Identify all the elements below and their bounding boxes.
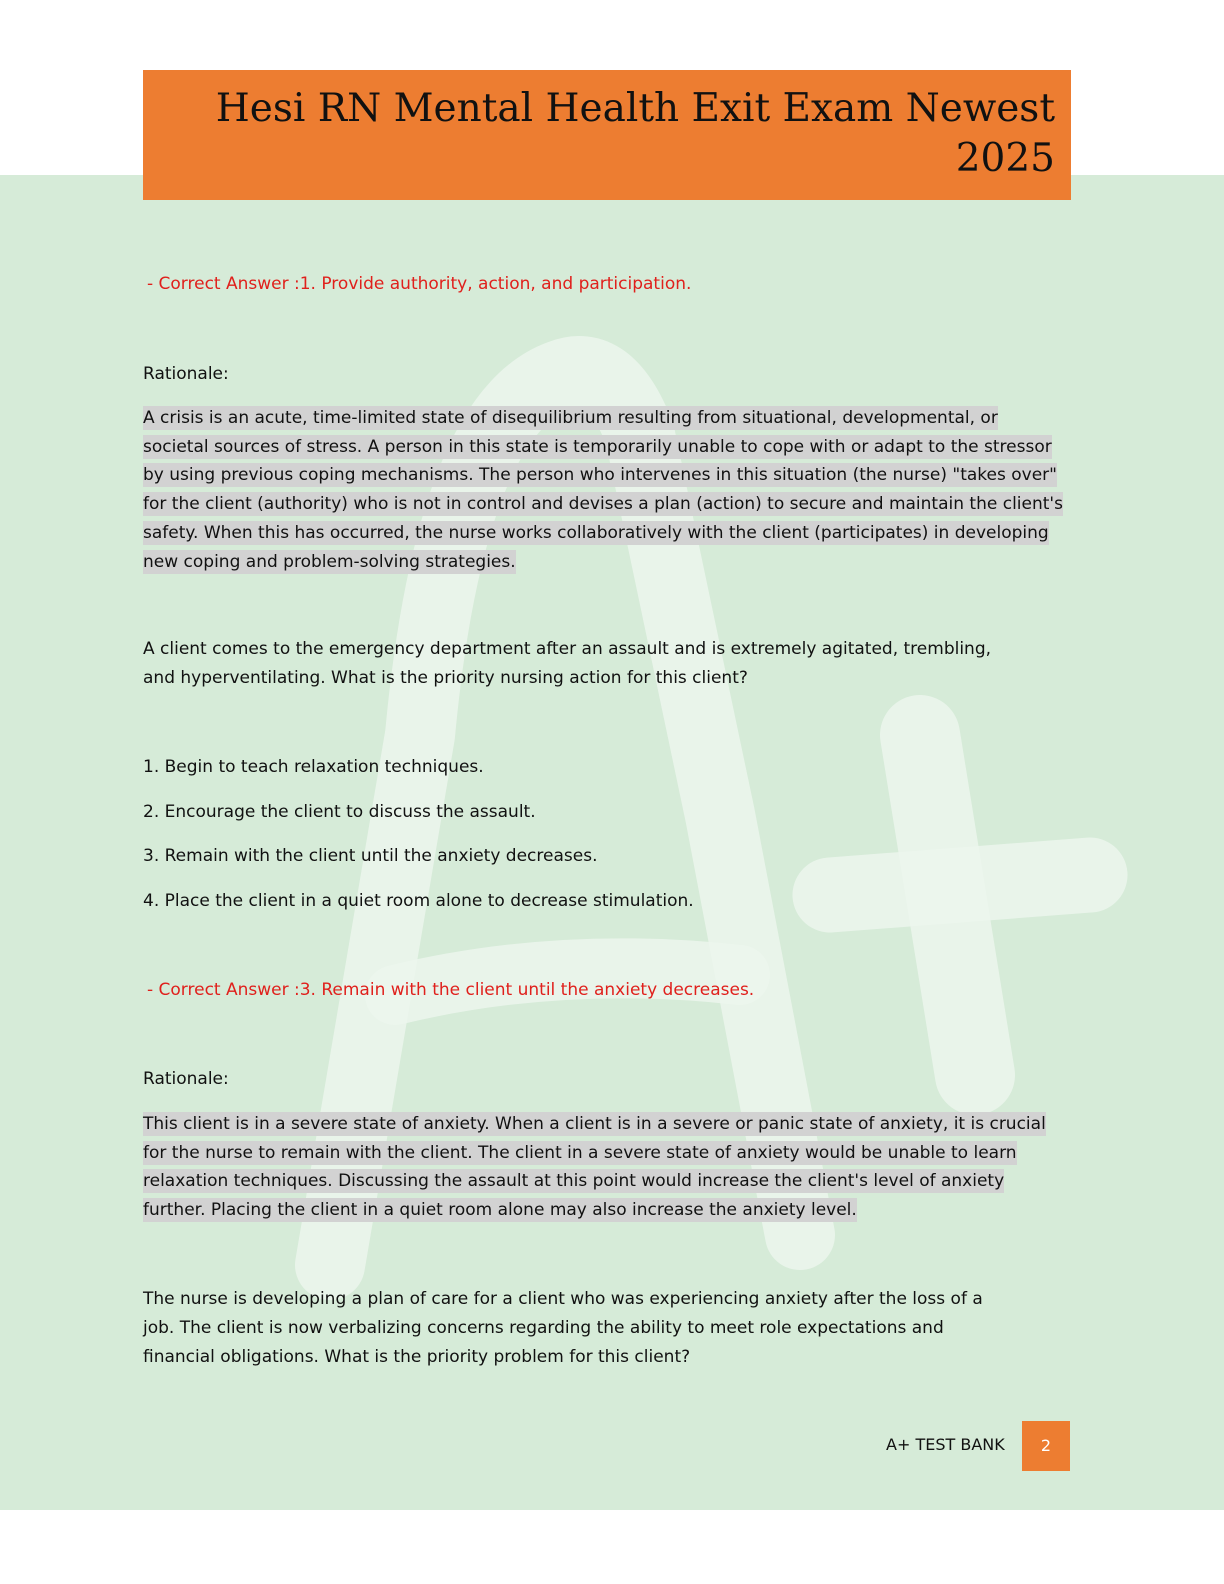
rationale-label-1: Rationale: (143, 364, 229, 384)
option-4: 4. Place the client in a quiet room alone to decrease stimulation. (143, 891, 694, 911)
question-3-line-1: The nurse is developing a plan of care for a client who was experiencing anxiety after the loss of a (143, 1289, 983, 1309)
option-2: 2. Encourage the client to discuss the assault. (143, 802, 536, 822)
rationale-text-1 (143, 404, 1068, 576)
page-number: 2 (1022, 1421, 1070, 1471)
document-title-bar (143, 70, 1071, 200)
rationale-text-2 (143, 1110, 1068, 1225)
question-3-line-2: job. The client is now verbalizing concerns regarding the ability to meet role expectations and (143, 1318, 944, 1338)
correct-answer-2: - Correct Answer :3. Remain with the client until the anxiety decreases. (147, 980, 755, 1000)
rationale-label-2: Rationale: (143, 1069, 229, 1089)
question-2-line-1: A client comes to the emergency department after an assault and is extremely agitated, trembling, (143, 639, 992, 659)
option-1: 1. Begin to teach relaxation techniques. (143, 757, 484, 777)
rationale-text-1-highlight: A crisis is an acute, time-limited state of disequilibrium resulting from situational, developmental, or societal sources of stress. A person in this state is temporarily unable to cope with or adapt to the stressor by using previous coping mechanisms. The person who intervenes in this situation (the nurse) "takes over" for the client (authority) who is not in control and devises a plan (action) to secure and maintain the client's safety. When this has occurred, the nurse works collaboratively with the client (participates) in developing new coping and problem-solving strategies. (143, 408, 1063, 572)
correct-answer-1: - Correct Answer :1. Provide authority, action, and participation. (147, 274, 692, 294)
question-3-line-3: financial obligations. What is the priority problem for this client? (143, 1347, 691, 1367)
question-2-line-2: and hyperventilating. What is the priority nursing action for this client? (143, 668, 748, 688)
document-year: 2025 (955, 136, 1055, 181)
footer-label: A+ TEST BANK (886, 1435, 1005, 1454)
option-3: 3. Remain with the client until the anxiety decreases. (143, 846, 598, 866)
document-title: Hesi RN Mental Health Exit Exam Newest (215, 86, 1055, 131)
rationale-text-2-highlight: This client is in a severe state of anxiety. When a client is in a severe or panic state of anxiety, it is crucial for the nurse to remain with the client. The client in a severe state of anxiety would be unable to learn relaxation techniques. Discussing the assault at this point would increase the client's level of anxiety further. Placing the client in a quiet room alone may also increase the anxiety level. (143, 1114, 1046, 1221)
